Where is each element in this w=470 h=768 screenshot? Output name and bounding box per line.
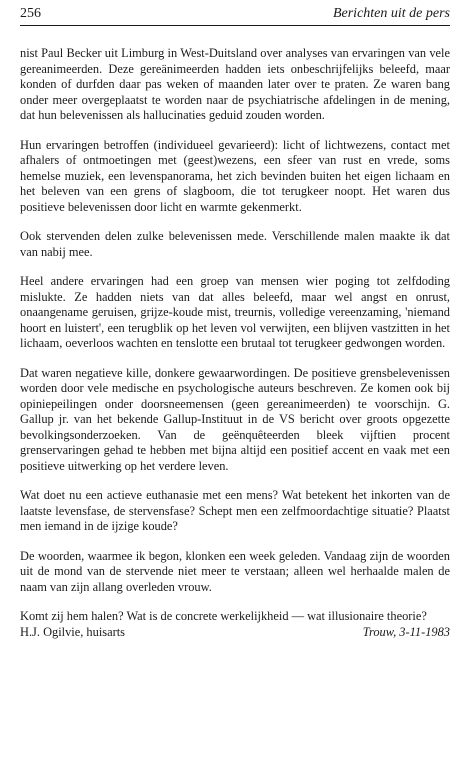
closing-question: Komt zij hem halen? Wat is de concrete werkelijkheid — wat illusionaire theorie? — [20, 609, 427, 623]
paragraph: Ook stervenden delen zulke belevenissen mede. Verschillende malen maakte ik dat van nabij mee. — [20, 229, 450, 259]
header-rule — [20, 25, 450, 26]
paragraph: nist Paul Becker uit Limburg in West-Duitsland over analyses van ervaringen van vele gereanimeerden. Deze gereänimeerden hadden iets onbeschrijfelijks beleefd, maar konden of durfden daar pas weken of maanden later over te praten. Ze waren bang onder meer overgeplaatst te worden naar de psychiatrische afdelingen in de mening, dat hun belevenissen als hallucinaties geduid zouden worden. — [20, 46, 450, 122]
paragraph: Wat doet nu een actieve euthanasie met een mens? Wat betekent het inkorten van de laatste levensfase, de stervensfase? Schept men een zelfmoordachtige situatie? Plaatst men iemand in de ijzige koude? — [20, 488, 450, 533]
author-signature: H.J. Ogilvie, huisarts — [20, 624, 125, 639]
page-number: 256 — [20, 6, 41, 21]
paragraph: De woorden, waarmee ik begon, klonken een week geleden. Vandaag zijn de woorden uit de mond van de stervende niet meer te verstaan; alleen wel herhaalde malen de naam van zijn allang overleden vrouw. — [20, 548, 450, 594]
paragraph: Heel andere ervaringen had een groep van mensen wier poging tot zelfdoding mislukte. Ze hadden niets van dat alles beleefd, maar wel angst en onrust, onaangename geruisen, grijze-koude mist, treurnis, volledige vereenzaming, 'niemand hoort en luistert', een terugblik op het leven vol verwijten, een blijven vastzitten in het lichaam, oeverloos wachten en tenslotte een brutaal tot terugkeer gedwongen worden. — [20, 274, 450, 350]
signature-line — [20, 625, 450, 641]
running-title: Berichten uit de pers — [332, 6, 450, 21]
paragraph: Dat waren negatieve kille, donkere gewaarwordingen. De positieve grensbelevenissen worden door vele medische en psychologische auteurs beschreven. Ze komen ook bij opiniepeilingen onder doorsneemensen (geen gereanimeerden) te voorschijn. G. Gallup jr. van het bekende Gallup-Instituut in de VS bericht over groots opgezette bevolkingsonderzoeken. Van de geënquêteerden bleek vijftien procent grenservaringen gehad te hebben met bijna altijd een positief accent en vaak met een positieve uitwerking op het verdere leven. — [20, 365, 450, 473]
article-body — [20, 46, 450, 640]
paragraph: Hun ervaringen betroffen (individueel gevarieerd): licht of lichtwezens, contact met afhalers of ontmoetingen met (geest)wezens, een sfeer van rust en vrede, soms hemelse muziek, een levenspanorama, het zich bevinden buiten het eigen lichaam en het beleven van een grens of slagboom, die tot terugkeer noopt. Het waren dus positieve belevenissen door licht en warmte gekenmerkt. — [20, 137, 450, 214]
closing-block — [20, 609, 450, 640]
source-citation: Trouw, 3-11-1983 — [362, 624, 450, 639]
